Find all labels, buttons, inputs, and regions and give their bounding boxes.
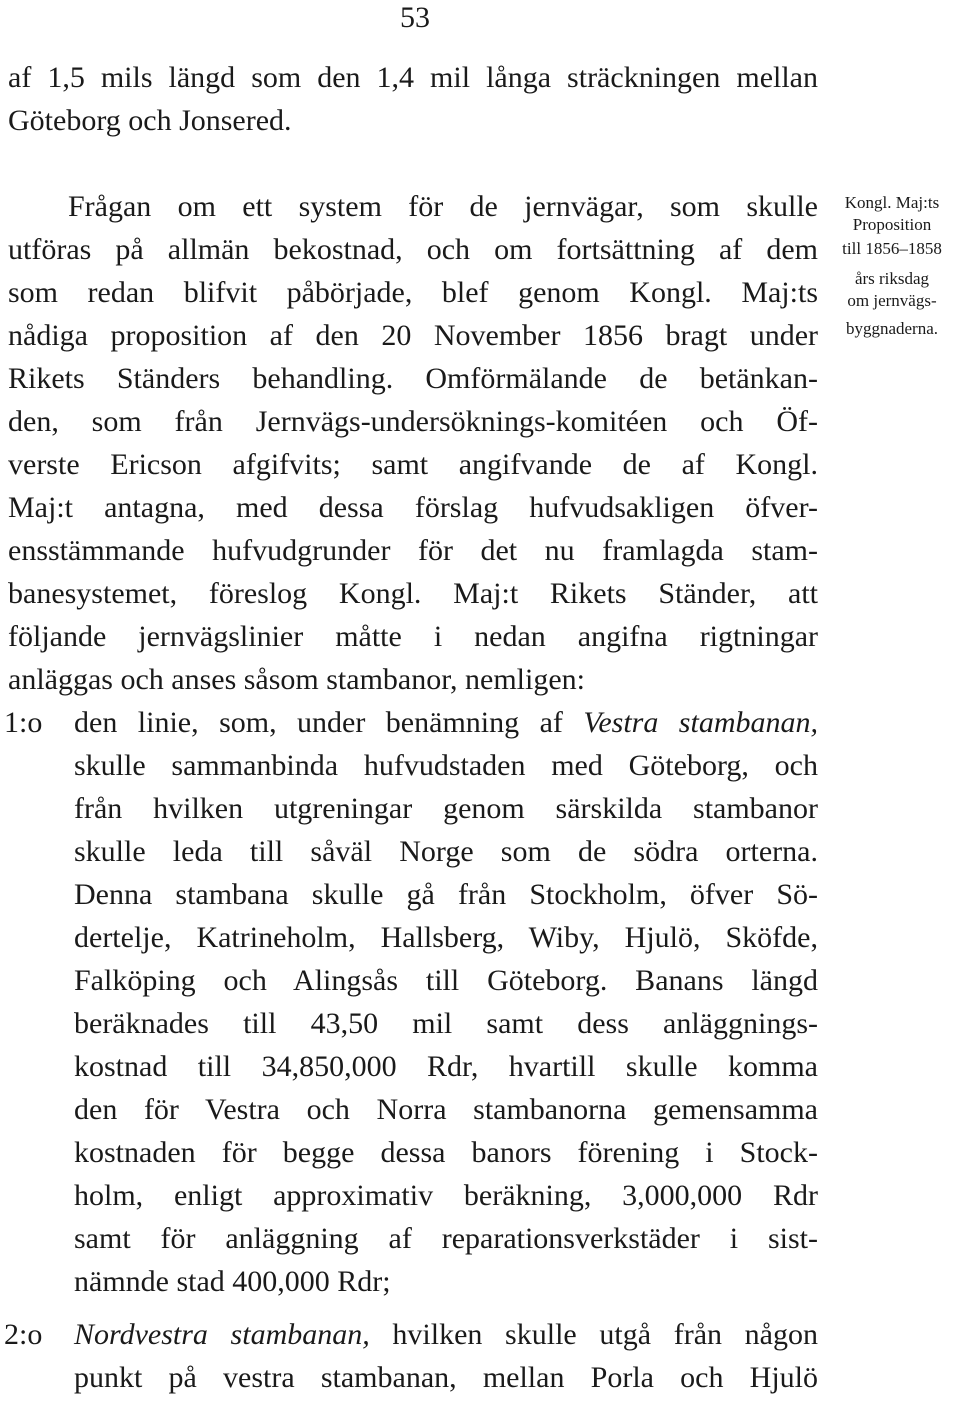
body-line: följande jernvägslinier måtte i nedan angifna rigtningar [8,620,818,653]
list-item-line [74,701,818,744]
margin-note-line: byggnaderna. [845,319,939,338]
body-line: nådiga proposition af den 20 November 1856 bragt under [8,319,818,352]
page-number: 53 [400,1,430,34]
margin-note-line: Kongl. Maj:ts [844,193,940,212]
margin-note-line: Proposition [852,215,932,234]
body-line: Rikets Ständers behandling. Omförmälande de betänkan- [8,362,818,395]
item1-text: den linie, som, under benämning af [74,706,584,739]
list-item-line: kostnaden för begge dessa banors förening i Stock- [74,1136,818,1169]
margin-note-line: års riksdag [854,269,930,288]
body-line: den, som från Jernvägs-undersöknings-komitéen och Öf- [8,405,818,438]
item1-title: Vestra stambanan, [583,706,818,739]
item2-text: hvilken skulle utgå från någon [369,1318,818,1351]
margin-note-line: till 1856–1858 [842,239,942,258]
list-item-line: från hvilken utgreningar genom särskilda stambanor [74,792,818,825]
list-item-line: Denna stambana skulle gå från Stockholm, öfver Sö- [74,878,818,911]
list-item-line: kostnad till 34,850,000 Rdr, hvartill skulle komma [74,1050,818,1083]
body-line: Göteborg och Jonsered. [8,104,292,137]
list-item-line: beräknades till 43,50 mil samt dess anläggnings- [74,1007,818,1040]
body-line: verste Ericson afgifvits; samt angifvande de af Kongl. [8,448,818,481]
body-line: utföras på allmän bekostnad, och om fortsättning af dem [8,233,818,266]
list-item-line: nämnde stad 400,000 Rdr; [74,1265,391,1298]
body-line: som redan blifvit påbörjade, blef genom Kongl. Maj:ts [8,276,818,309]
list-item-line: punkt på vestra stambanan, mellan Porla och Hjulö [74,1361,818,1394]
list-item-line: holm, enligt approximativ beräkning, 3,000,000 Rdr [74,1179,818,1212]
body-line: Maj:t antagna, med dessa förslag hufvudsakligen öfver- [8,491,818,524]
item2-title: Nordvestra stambanan, [74,1318,370,1351]
margin-note-line: om jernvägs- [847,291,937,310]
body-line: banesystemet, föreslog Kongl. Maj:t Rikets Ständer, att [8,577,818,610]
list-item-line: den för Vestra och Norra stambanorna gemensamma [74,1093,818,1126]
list-item-line: samt för anläggning af reparationsverkstäder i sist- [74,1222,818,1255]
body-line: Frågan om ett system för de jernvägar, som skulle [68,190,818,223]
list-item-line [74,1313,818,1356]
list-item-line: dertelje, Katrineholm, Hallsberg, Wiby, Hjulö, Sköfde, [74,921,818,954]
list-item-label: 2:o [4,1318,43,1351]
list-item-label: 1:o [4,706,43,739]
list-item-line: skulle sammanbinda hufvudstaden med Göteborg, och [74,749,818,782]
body-line: anläggas och anses såsom stambanor, nemligen: [8,663,585,696]
body-line: ensstämmande hufvudgrunder för det nu framlagda stam- [8,534,818,567]
list-item-line: skulle leda till såväl Norge som de södra orterna. [74,835,818,868]
list-item-line: Falköping och Alingsås till Göteborg. Banans längd [74,964,818,997]
body-line: af 1,5 mils längd som den 1,4 mil långa sträckningen mellan [8,61,818,94]
